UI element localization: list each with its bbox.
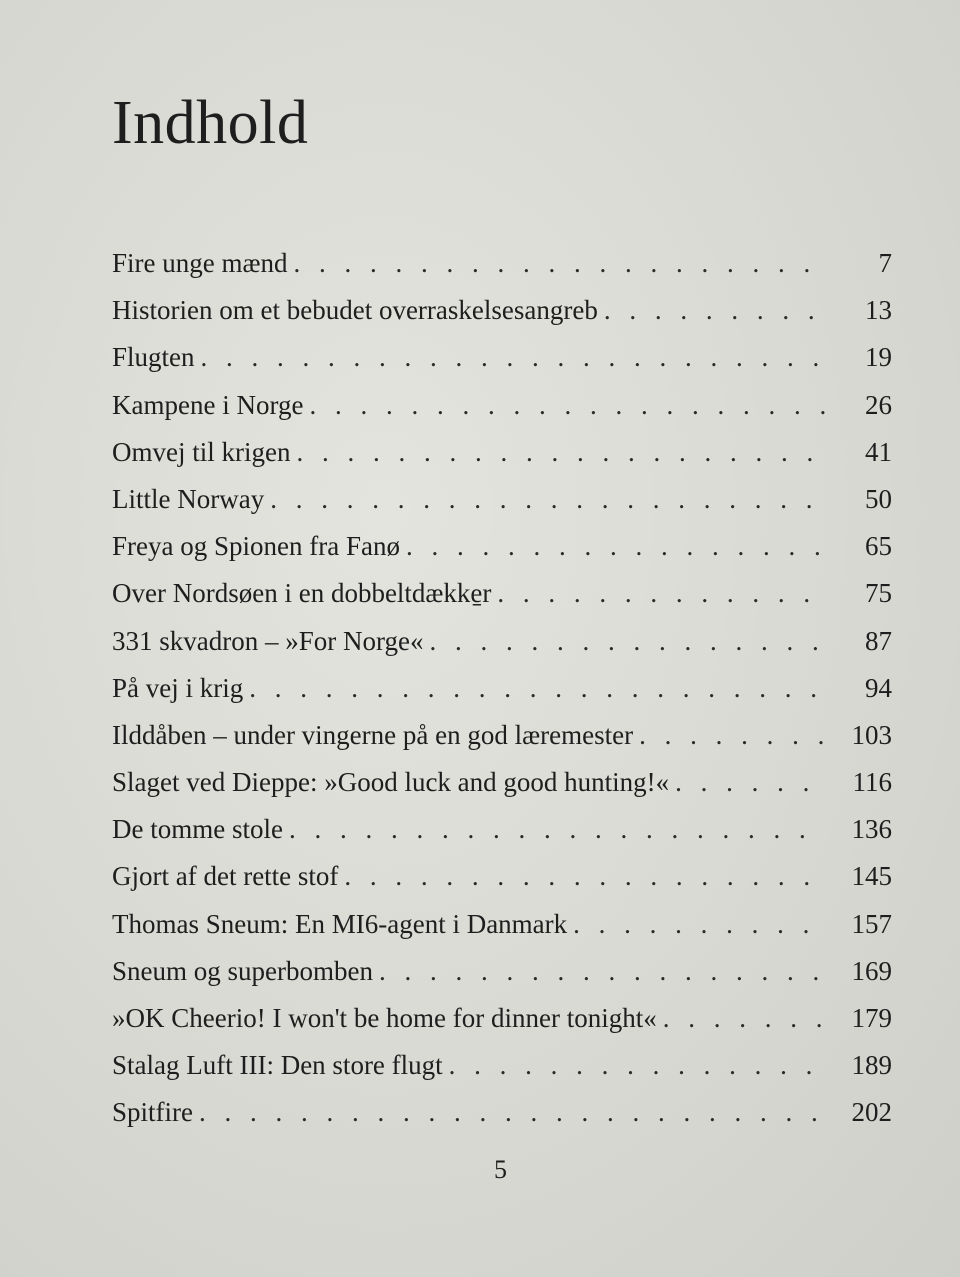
toc-entry-title: Over Nordsøen i en dobbeltdække̱r	[112, 578, 492, 609]
toc-entry	[112, 759, 892, 806]
toc-entry-page: 136	[851, 814, 892, 845]
toc-entry	[112, 901, 892, 948]
toc-entry	[112, 665, 892, 712]
toc-entry	[112, 240, 892, 287]
toc-entry-page: 189	[851, 1050, 892, 1081]
page-title: Indhold	[112, 89, 309, 157]
toc-entry-page: 116	[852, 767, 892, 798]
toc-entry	[112, 382, 892, 429]
toc-entry-page: 13	[865, 295, 892, 326]
toc-entry	[112, 853, 892, 900]
toc-entry-page: 19	[865, 342, 892, 373]
dot-leader	[604, 287, 826, 334]
toc-entry-title: Little Norway	[112, 483, 265, 514]
dot-leader	[199, 1089, 826, 1136]
toc-entry-page: 65	[865, 531, 892, 562]
toc-entry-title: Historien om et bebudet overraskelsesangreb	[112, 295, 598, 326]
toc-entry-page: 145	[851, 861, 892, 892]
toc-entry-title: Flugten	[112, 342, 195, 373]
toc-entry-title: Gjort af det rette stof	[112, 861, 339, 892]
dot-leader	[406, 523, 826, 570]
toc-entry-page: 169	[851, 955, 892, 986]
toc-entry-title: De tomme stole	[112, 814, 283, 845]
toc-entry	[112, 476, 892, 523]
page-number: 5	[494, 1155, 507, 1184]
toc-entry-page: 103	[851, 719, 892, 750]
toc-entry	[112, 334, 892, 381]
toc-entry-page: 41	[865, 436, 892, 467]
toc-entry-title: Stalag Luft III: Den store flugt	[112, 1050, 443, 1081]
dot-leader	[249, 665, 826, 712]
dot-leader	[663, 995, 826, 1042]
toc-entry	[112, 429, 892, 476]
toc-entry-title: Sneum og superbomben	[112, 955, 373, 986]
toc-entry-title: På vej i krig	[112, 672, 244, 703]
dot-leader	[449, 1042, 826, 1089]
toc-entry	[112, 1042, 892, 1089]
dot-leader	[201, 334, 826, 381]
toc-entry-title: Freya og Spionen fra Fanø	[112, 531, 400, 562]
toc-entry-title: Ilddåben – under vingerne på en god læremester	[112, 719, 634, 750]
toc-entry	[112, 1089, 892, 1136]
dot-leader	[573, 901, 826, 948]
dot-leader	[379, 948, 826, 995]
dot-leader	[309, 382, 826, 429]
toc-entry-title: Omvej til krigen	[112, 436, 291, 467]
toc-entry-title: 331 skvadron – »For Norge«	[112, 625, 424, 656]
toc-entry	[112, 618, 892, 665]
toc-entry	[112, 712, 892, 759]
dot-leader	[639, 712, 826, 759]
toc-entry-title: Thomas Sneum: En MI6-agent i Danmark	[112, 908, 568, 939]
toc-entry-page: 26	[865, 389, 892, 420]
toc-entry-page: 94	[865, 672, 892, 703]
dot-leader	[497, 570, 826, 617]
toc-entry-page: 7	[878, 248, 892, 278]
toc-entry	[112, 995, 892, 1042]
toc-entry-title: Kampene i Norge	[112, 389, 304, 420]
toc-entry-title: Spitfire	[112, 1097, 193, 1128]
toc-entry-page: 179	[851, 1003, 892, 1033]
toc-entry-page: 87	[865, 625, 892, 656]
dot-leader	[344, 853, 826, 900]
toc-entry-title: »OK Cheerio! I won't be home for dinner tonight«	[112, 1003, 657, 1033]
toc-entry-title: Fire unge mænd	[112, 248, 288, 278]
toc-entry	[112, 287, 892, 334]
toc-entry-page: 50	[865, 483, 892, 514]
toc-entry	[112, 948, 892, 995]
table-of-contents	[112, 240, 892, 1137]
dot-leader	[289, 806, 826, 853]
dot-leader	[294, 240, 827, 287]
toc-entry-page: 75	[865, 578, 892, 609]
toc-entry	[112, 570, 892, 617]
toc-entry	[112, 523, 892, 570]
dot-leader	[675, 759, 826, 806]
dot-leader	[270, 476, 826, 523]
toc-entry-title: Slaget ved Dieppe: »Good luck and good hunting!«	[112, 767, 670, 798]
toc-entry-page: 202	[851, 1097, 892, 1128]
dot-leader	[296, 429, 826, 476]
toc-entry-page: 157	[851, 908, 892, 939]
dot-leader	[429, 618, 826, 665]
toc-entry	[112, 806, 892, 853]
